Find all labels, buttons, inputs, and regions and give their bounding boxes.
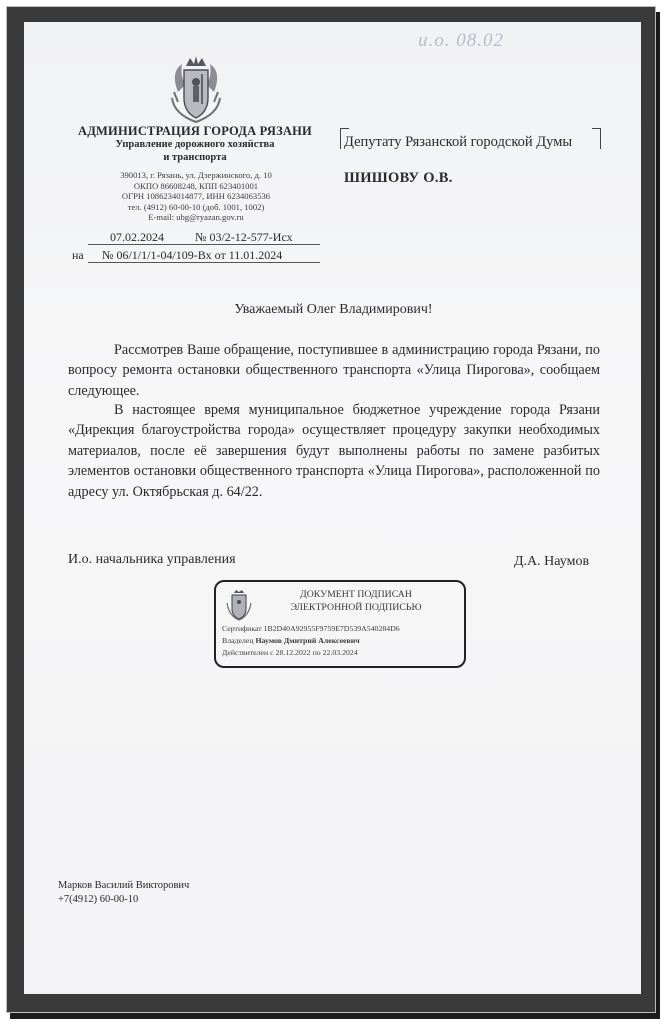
stamp-owner-row [222, 636, 360, 645]
letter-paragraph-1: Рассмотрев Ваше обращение, поступившее в администрацию города Рязани, по вопросу ремонта остановки общественного транспорта «Улица Пирогова», сообщаем следующее. [68, 342, 600, 399]
reference-prefix: на [72, 248, 84, 262]
certificate-label: Сертификат [222, 624, 262, 633]
signer-position: И.о. начальника управления [68, 552, 236, 567]
sender-phone: тел. (4912) 60-00-10 (доб. 1001, 1002) [127, 201, 265, 212]
executor-phone: +7(4912) 60-00-10 [58, 894, 139, 905]
outgoing-number: № 03/2-12-577-Исх [195, 230, 293, 244]
sender-ogrn: ОГРН 1086234014877, ИНН 6234063536 [121, 191, 271, 201]
valid-to: 22.03.2024 [322, 648, 358, 657]
valid-to-label: по [312, 648, 321, 657]
sender-department: Управление дорожного хозяйства [115, 139, 275, 150]
letter-paragraph-2: В настоящее время муниципальное бюджетное учреждение города Рязани «Дирекция благоустройства города» осуществляет процедуру закупки необходимых материалов, после её завершения будут выполнены работы по замене разбитых элементов остановки общественного транспорта «Улица Пирогова», расположенной по адресу ул. Октябрьская д. 64/22. [68, 402, 600, 500]
stamp-coat-of-arms-icon [222, 589, 256, 621]
valid-label: Действителен [222, 648, 269, 657]
sender-okpo: ОКПО 86608248, КПП 623401001 [133, 180, 259, 191]
handwritten-note: и.о. 08.02 [418, 30, 504, 51]
certificate-value: 1B2D40A92955F9759E7D539A540284D6 [263, 624, 400, 633]
stamp-validity-row [222, 648, 358, 657]
stamp-certificate-row [222, 624, 400, 633]
incoming-reference: № 06/1/1/1-04/109-Вх от 11.01.2024 [102, 248, 283, 262]
sender-email: E-mail: ubg@ryazan.gov.ru [148, 212, 244, 222]
outgoing-date: 07.02.2024 [110, 230, 164, 244]
signer-name: Д.А. Наумов [514, 554, 590, 569]
coat-of-arms-emblem [156, 52, 236, 126]
executor-name: Марков Василий Викторович [58, 880, 190, 891]
letter-greeting: Уважаемый Олег Владимирович! [234, 302, 433, 317]
recipient-title: Депутату Рязанской городской Думы [344, 134, 573, 150]
owner-value: Наумов Дмитрий Алексеевич [255, 636, 360, 645]
recipient-bracket-right [592, 128, 601, 149]
recipient-name: ШИШОВУ О.В. [344, 170, 453, 186]
valid-from-label: с [270, 648, 274, 657]
sender-org-name: АДМИНИСТРАЦИЯ ГОРОДА РЯЗАНИ [78, 124, 312, 138]
reference-underline [88, 262, 320, 263]
sender-department-cont: и транспорта [163, 152, 227, 163]
letter-sheet [24, 22, 641, 994]
sender-address: 390013, г. Рязань, ул. Дзержинского, д. 10 [120, 170, 272, 180]
owner-label: Владелец [222, 636, 254, 645]
stamp-subtitle: ЭЛЕКТРОННОЙ ПОДПИСЬЮ [290, 602, 422, 613]
registration-underline [88, 244, 320, 245]
valid-from: 28.12.2022 [275, 648, 311, 657]
stamp-title: ДОКУМЕНТ ПОДПИСАН [300, 589, 412, 600]
